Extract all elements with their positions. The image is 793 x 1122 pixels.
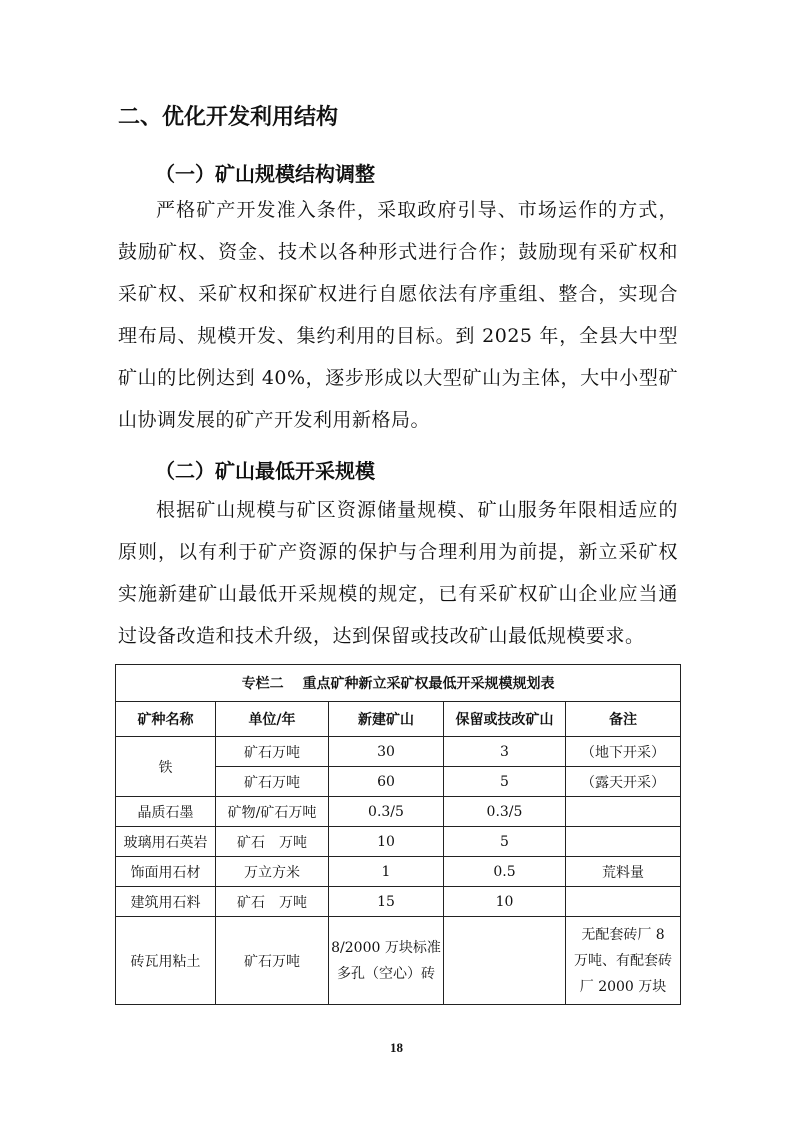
table-row <box>116 827 681 857</box>
section-heading: 二、优化开发利用结构 <box>118 105 339 130</box>
cell-unit: 矿石 万吨 <box>216 887 329 917</box>
table-caption: 专栏二 重点矿种新立采矿权最低开采规模规划表 <box>116 665 681 702</box>
table-row <box>116 917 681 1005</box>
cell-note-line: 厂 2000 万块 <box>579 978 667 995</box>
cell-note: （露天开采） <box>566 767 681 797</box>
cell-new: 0.3/5 <box>329 797 444 827</box>
subsection-heading-1: （一）矿山规模结构调整 <box>155 162 375 186</box>
cell-note <box>566 917 681 1005</box>
cell-unit: 万立方米 <box>216 857 329 887</box>
cell-note <box>566 797 681 827</box>
page-number: 18 <box>390 1040 403 1055</box>
cell-unit: 矿石万吨 <box>216 767 329 797</box>
cell-note: 荒料量 <box>566 857 681 887</box>
cell-kept: 10 <box>444 887 566 917</box>
cell-kept <box>444 917 566 1005</box>
mining-scale-table <box>115 664 681 1005</box>
cell-note-line: 万吨、有配套砖 <box>574 952 673 969</box>
cell-mineral: 饰面用石材 <box>116 857 216 887</box>
subsection-heading-2: （二）矿山最低开采规模 <box>155 459 375 483</box>
cell-unit: 矿石万吨 <box>216 737 329 767</box>
cell-kept: 5 <box>444 767 566 797</box>
table-row <box>116 737 681 767</box>
cell-mineral: 玻璃用石英岩 <box>116 827 216 857</box>
cell-mineral: 砖瓦用粘土 <box>116 917 216 1005</box>
cell-unit: 矿物/矿石万吨 <box>216 797 329 827</box>
header-unit: 单位/年 <box>216 702 329 737</box>
cell-new: 60 <box>329 767 444 797</box>
table-row <box>116 887 681 917</box>
table-row <box>116 857 681 887</box>
header-kept-mine: 保留或技改矿山 <box>444 702 566 737</box>
cell-new: 10 <box>329 827 444 857</box>
header-new-mine: 新建矿山 <box>329 702 444 737</box>
table-row <box>116 797 681 827</box>
paragraph-1: 严格矿产开发准入条件，采取政府引导、市场运作的方式，鼓励矿权、资金、技术以各种形式进行合作；鼓励现有采矿权和采矿权、采矿权和探矿权进行自愿依法有序重组、整合，实现合理布局、规模开发、集约利用的目标。到 2025 年，全县大中型矿山的比例达到 40%，逐步形成以大型矿山为主体，大中小型矿山协调发展的矿产开发利用新格局。 <box>118 199 678 431</box>
cell-kept: 3 <box>444 737 566 767</box>
cell-unit: 矿石 万吨 <box>216 827 329 857</box>
cell-note <box>566 887 681 917</box>
cell-mineral: 铁 <box>116 737 216 797</box>
cell-new <box>329 917 444 1005</box>
cell-mineral: 建筑用石料 <box>116 887 216 917</box>
cell-kept: 5 <box>444 827 566 857</box>
cell-new: 30 <box>329 737 444 767</box>
cell-new-line: 8/2000 万块标准 <box>331 939 441 956</box>
cell-note: （地下开采） <box>566 737 681 767</box>
cell-new-line: 多孔（空心）砖 <box>337 965 435 982</box>
paragraph-2: 根据矿山规模与矿区资源储量规模、矿山服务年限相适应的原则，以有利于矿产资源的保护与合理利用为前提，新立采矿权实施新建矿山最低开采规模的规定，已有采矿权矿山企业应当通过设备改造和技术升级，达到保留或技改矿山最低规模要求。 <box>118 499 678 647</box>
cell-new: 15 <box>329 887 444 917</box>
cell-kept: 0.5 <box>444 857 566 887</box>
cell-note-line: 无配套砖厂 8 <box>581 926 665 943</box>
cell-mineral: 晶质石墨 <box>116 797 216 827</box>
cell-new: 1 <box>329 857 444 887</box>
cell-note <box>566 827 681 857</box>
cell-unit: 矿石万吨 <box>216 917 329 1005</box>
header-note: 备注 <box>566 702 681 737</box>
cell-kept: 0.3/5 <box>444 797 566 827</box>
header-mineral: 矿种名称 <box>116 702 216 737</box>
